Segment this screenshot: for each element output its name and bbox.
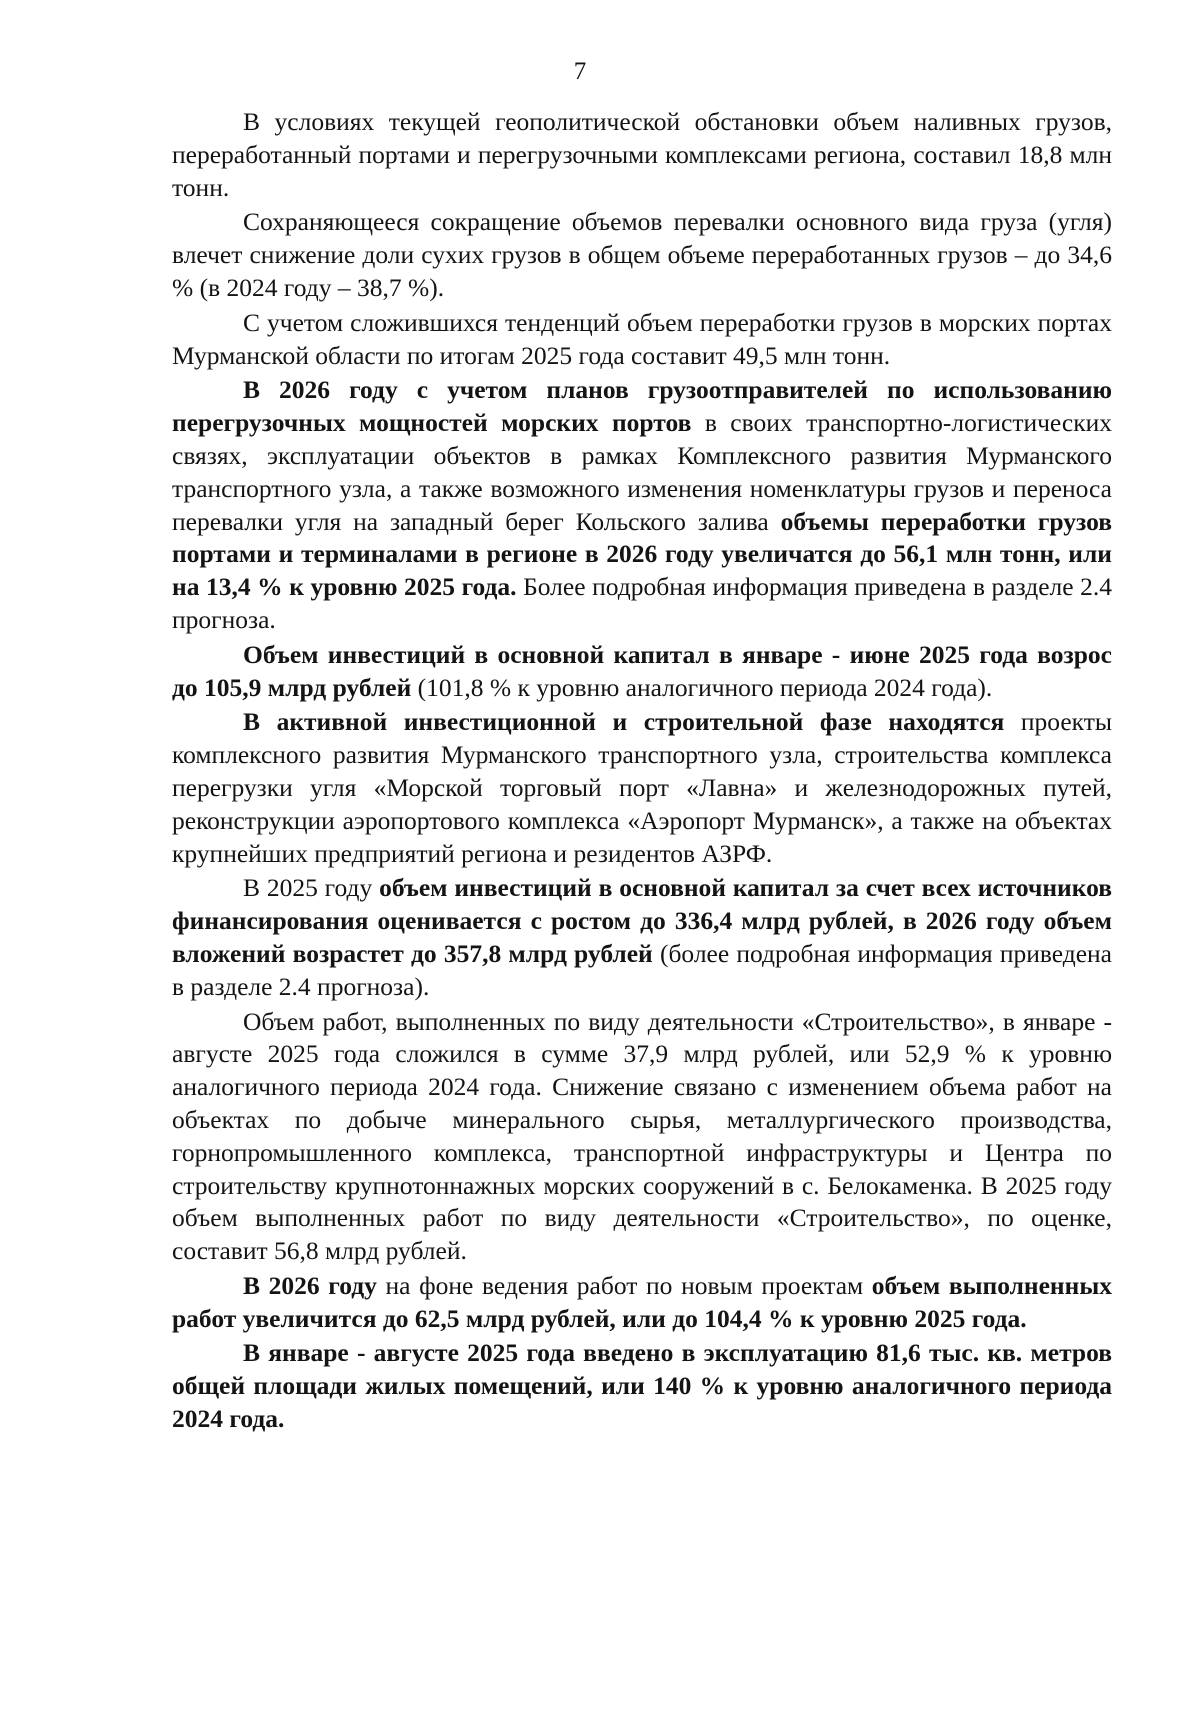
paragraph (172, 639, 1112, 705)
bold-text-segment: объем выполненных работ увеличится до 62,5 млрд рублей, или до 104,4 % к уровню 2025 года. (172, 1270, 1112, 1333)
text-segment: С учетом сложившихся тенденций объем переработки грузов в морских портах Мурманской области по итогам 2025 года составит 49,5 млн тонн. (172, 307, 1112, 370)
document-body (172, 106, 1112, 1438)
paragraph (172, 206, 1112, 304)
paragraph (172, 706, 1112, 870)
text-segment: В условиях текущей геополитической обстановки объем наливных грузов, переработанный портами и перегрузочными комплексами региона, составил 18,8 млн тонн. (172, 107, 1112, 202)
paragraph (172, 106, 1112, 204)
text-segment: в своих транспортно-логистических связях, эксплуатации объектов в рамках Комплексного развития Мурманского транспортного узла, а также возможного изменения номенклатуры грузов и переноса перевалки угля на западный берег Кольского залива (172, 408, 1112, 536)
paragraph (172, 1337, 1112, 1435)
bold-text-segment: Объем инвестиций в основной капитал в январе - июне 2025 года возрос до 105,9 млрд рублей (172, 639, 1112, 702)
text-segment: (101,8 % к уровню аналогичного периода 2024 года). (411, 672, 993, 702)
text-segment: на фоне ведения работ по новым проектам (376, 1270, 872, 1300)
text-segment: Объем работ, выполненных по виду деятельности «Строительство», в январе - августе 2025 года сложился в сумме 37,9 млрд рублей, или 52,9 % к уровню аналогичного периода 2024 года. Снижение связано с изменением объема работ на объектах по добыче минерального сырья, металлургического производства, горнопромышленного комплекса, транспортной инфраструктуры и Центра по строительству крупнотоннажных морских сооружений в с. Белокаменка. В 2025 году объем выполненных работ по виду деятельности «Строительство», по оценке, составит 56,8 млрд рублей. (172, 1006, 1112, 1266)
bold-text-segment: объем инвестиций в основной капитал за счет всех источников финансирования оценивается с ростом до 336,4 млрд рублей, в 2026 году объем вложений возрастет до 357,8 млрд рублей (172, 873, 1112, 968)
text-segment: В 2025 году (243, 873, 380, 903)
page-number: 7 (573, 58, 587, 85)
text-segment: Сохраняющееся сокращение объемов перевалки основного вида груза (угля) влечет снижение доли сухих грузов в общем объеме переработанных грузов – до 34,6 % (в 2024 году – 38,7 %). (172, 207, 1112, 302)
paragraph (172, 374, 1112, 636)
bold-text-segment: В 2026 году с учетом планов грузоотправителей по использованию перегрузочных мощностей морских портов (172, 375, 1112, 438)
bold-text-segment: В январе - августе 2025 года введено в эксплуатацию 81,6 тыс. кв. метров общей площади жилых помещений, или 140 % к уровню аналогичного периода 2024 года. (172, 1338, 1112, 1434)
bold-text-segment: объемы переработки грузов портами и терминалами в регионе в 2026 году увеличатся до 56,1 млн тонн, или на 13,4 % к уровню 2025 года. (172, 506, 1112, 602)
text-segment: проекты комплексного развития Мурманского транспортного узла, строительства комплекса перегрузки угля «Морской торговый порт «Лавна» и железнодорожных путей, реконструкции аэропортового комплекса «Аэропорт Мурманск», а также на объектах крупнейших предприятий региона и резидентов АЗРФ. (172, 707, 1112, 868)
bold-text-segment: В 2026 году (243, 1270, 377, 1300)
text-segment: Более подробная информация приведена в разделе 2.4 прогноза. (172, 572, 1112, 634)
bold-text-segment: В активной инвестиционной и строительной фазе находятся (243, 707, 1005, 737)
text-segment: (более подробная информация приведена в разделе 2.4 прогноза). (172, 938, 1112, 1001)
paragraph (172, 1270, 1112, 1336)
paragraph (172, 1006, 1112, 1268)
paragraph (172, 872, 1112, 1003)
paragraph (172, 307, 1112, 373)
